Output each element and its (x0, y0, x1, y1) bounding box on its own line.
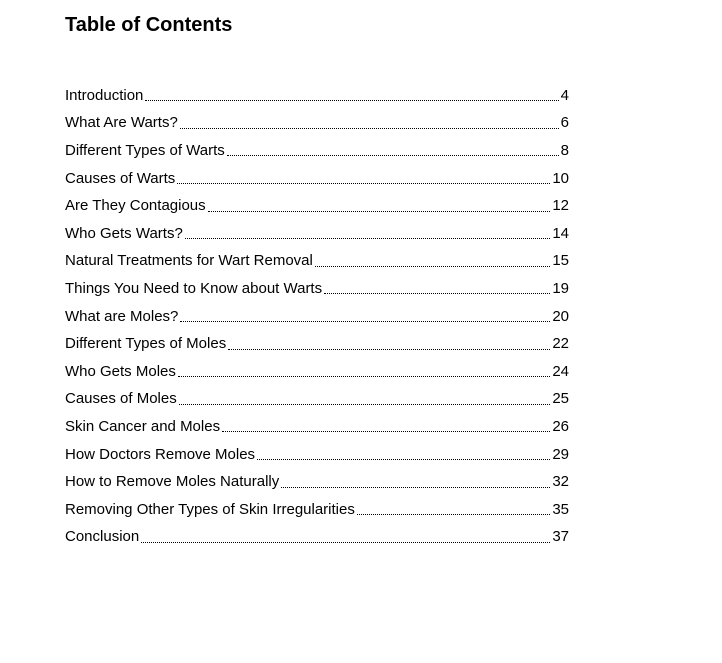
toc-entry-what-are-moles[interactable] (65, 303, 569, 331)
dot-leader (185, 238, 551, 239)
dot-leader (315, 266, 550, 267)
dot-leader (324, 293, 550, 294)
dot-leader (141, 542, 550, 543)
toc-entry-label: Who Gets Moles (65, 362, 176, 380)
toc-entry-other-skin-irregularities[interactable] (65, 496, 569, 524)
toc-entry-label: Different Types of Moles (65, 335, 227, 353)
toc-entry-page-number: 35 (552, 500, 569, 518)
toc-entry-label: Are They Contagious (65, 197, 206, 215)
toc-entry-introduction[interactable] (65, 82, 569, 110)
toc-entry-label: Skin Cancer and Moles (65, 417, 221, 435)
toc-entry-things-to-know[interactable] (65, 275, 569, 303)
toc-entry-conclusion[interactable] (65, 524, 569, 552)
toc-entry-page-number: 6 (560, 114, 569, 132)
toc-title: Table of Contents (65, 14, 233, 36)
toc-entry-label: Causes of Warts (65, 169, 176, 187)
toc-entry-page-number: 24 (552, 362, 569, 380)
dot-leader (208, 211, 551, 212)
dot-leader (179, 404, 551, 405)
toc-entry-page-number: 20 (552, 307, 569, 325)
toc-entry-page-number: 37 (552, 528, 569, 546)
dot-leader (178, 376, 550, 377)
toc-entry-page-number: 15 (552, 252, 569, 270)
toc-entry-label: How Doctors Remove Moles (65, 445, 256, 463)
toc-entry-how-doctors-remove-moles[interactable] (65, 441, 569, 469)
toc-entry-label: Introduction (65, 86, 144, 104)
toc-entry-page-number: 8 (560, 141, 569, 159)
toc-entry-page-number: 19 (552, 279, 569, 297)
toc-entry-page-number: 22 (552, 335, 569, 353)
toc-entry-skin-cancer-and-moles[interactable] (65, 413, 569, 441)
dot-leader (180, 128, 559, 129)
toc-entry-who-gets-moles[interactable] (65, 358, 569, 386)
toc-entry-label: How to Remove Moles Naturally (65, 473, 280, 491)
toc-entry-page-number: 26 (552, 417, 569, 435)
toc-entry-page-number: 12 (552, 197, 569, 215)
toc-entry-who-gets-warts[interactable] (65, 220, 569, 248)
toc-entry-label: What are Moles? (65, 307, 179, 325)
toc-entry-remove-moles-naturally[interactable] (65, 468, 569, 496)
toc-entry-label: What Are Warts? (65, 114, 178, 132)
toc-entry-label: Different Types of Warts (65, 141, 225, 159)
toc-entry-are-they-contagious[interactable] (65, 192, 569, 220)
dot-leader (145, 100, 558, 101)
dot-leader (281, 487, 550, 488)
toc-entry-label: Who Gets Warts? (65, 224, 183, 242)
dot-leader (227, 155, 559, 156)
toc-entry-different-types-of-warts[interactable] (65, 137, 569, 165)
toc-entry-label: Causes of Moles (65, 390, 177, 408)
dot-leader (257, 459, 550, 460)
dot-leader (228, 349, 550, 350)
toc-entry-label: Things You Need to Know about Warts (65, 279, 323, 297)
dot-leader (180, 321, 550, 322)
toc-entry-page-number: 10 (552, 169, 569, 187)
dot-leader (177, 183, 550, 184)
toc-entry-page-number: 29 (552, 445, 569, 463)
toc-entry-page-number: 25 (552, 390, 569, 408)
toc-list (65, 82, 569, 551)
toc-entry-different-types-of-moles[interactable] (65, 330, 569, 358)
toc-entry-label: Removing Other Types of Skin Irregularities (65, 500, 355, 518)
toc-entry-natural-treatments[interactable] (65, 248, 569, 276)
dot-leader (357, 514, 550, 515)
toc-entry-causes-of-warts[interactable] (65, 165, 569, 193)
toc-entry-label: Conclusion (65, 528, 140, 546)
toc-entry-what-are-warts[interactable] (65, 110, 569, 138)
dot-leader (222, 431, 550, 432)
toc-entry-page-number: 14 (552, 224, 569, 242)
toc-entry-page-number: 32 (552, 473, 569, 491)
toc-entry-page-number: 4 (560, 86, 569, 104)
toc-entry-causes-of-moles[interactable] (65, 386, 569, 414)
toc-entry-label: Natural Treatments for Wart Removal (65, 252, 313, 270)
